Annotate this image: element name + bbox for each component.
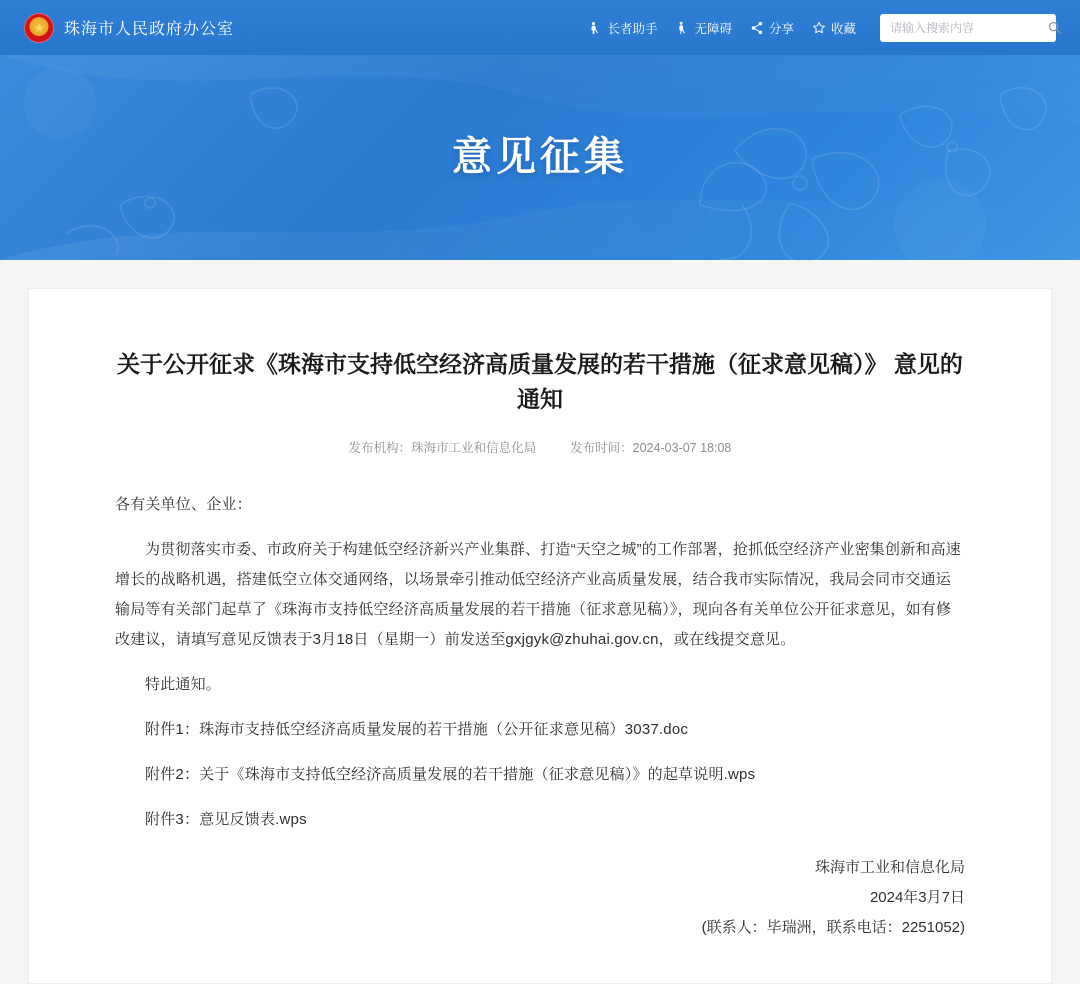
- article-body: [115, 490, 965, 835]
- accessibility-icon: [675, 21, 689, 35]
- search-icon[interactable]: [1047, 20, 1062, 35]
- national-emblem-icon: [24, 13, 54, 43]
- header-link-elder-assist[interactable]: [588, 19, 657, 37]
- header-link-label: 无障碍: [694, 21, 732, 36]
- header-actions: [588, 14, 1056, 42]
- content-wrapper: [0, 260, 1080, 984]
- article-source: 发布机构：珠海市工业和信息化局: [348, 441, 537, 455]
- header-link-share[interactable]: [750, 19, 794, 37]
- signature-org: 珠海市工业和信息化局: [814, 859, 965, 876]
- article-publish-time: 发布时间：2024-03-07 18:08: [570, 441, 732, 455]
- signature-contact: (联系人：毕瑞洲，联系电话：2251052): [701, 919, 965, 936]
- signature-date: 2024年3月7日: [869, 889, 965, 906]
- brand-title: 珠海市人民政府办公室: [64, 21, 235, 38]
- article-paragraph: 为贯彻落实市委、市政府关于构建低空经济新兴产业集群、打造“天空之城”的工作部署，抢抓低空经济产业密集创新和高速增长的战略机遇，搭建低空立体交通网络，以场景牵引推动低空经济产业高质量发展，结合我市实际情况，我局会同市交通运输局等有关部门起草了《珠海市支持低空经济高质量发展的若干措施（征求意见稿）》，现向各有关单位公开征求意见，如有修改建议，请填写意见反馈表于3月18日（星期一）前发送至gxjgyk@zhuhai.gov.cn，或在线提交意见。: [115, 541, 961, 648]
- article-paragraph: 特此通知。: [145, 676, 222, 693]
- star-icon: [812, 21, 826, 35]
- search-input[interactable]: [888, 20, 1047, 36]
- attachment-link-1[interactable]: 附件1：珠海市支持低空经济高质量发展的若干措施（公开征求意见稿）3037.doc: [145, 721, 689, 738]
- header-link-label: 长者助手: [607, 21, 658, 36]
- article-card: [28, 288, 1052, 984]
- elder-assist-icon: [588, 21, 602, 35]
- attachment-link-3[interactable]: 附件3：意见反馈表.wps: [145, 811, 307, 828]
- brand[interactable]: [24, 13, 234, 43]
- article-paragraph: 各有关单位、企业：: [115, 496, 252, 513]
- header-link-favorite[interactable]: [812, 19, 856, 37]
- site-header: [0, 0, 1080, 55]
- page-banner: [0, 55, 1080, 260]
- search-box[interactable]: [880, 14, 1056, 42]
- share-icon: [750, 21, 764, 35]
- header-link-label: 分享: [768, 21, 794, 36]
- page-title: 关于公开征求《珠海市支持低空经济高质量发展的若干措施（征求意见稿）》 意见的通知: [117, 351, 963, 412]
- article-meta: [115, 438, 965, 456]
- attachment-link-2[interactable]: 附件2：关于《珠海市支持低空经济高质量发展的若干措施（征求意见稿）》的起草说明.wps: [145, 766, 756, 783]
- banner-title: 意见征集: [452, 134, 628, 179]
- header-link-label: 收藏: [830, 21, 856, 36]
- header-link-accessibility[interactable]: [675, 19, 732, 37]
- signature-block: [115, 853, 965, 943]
